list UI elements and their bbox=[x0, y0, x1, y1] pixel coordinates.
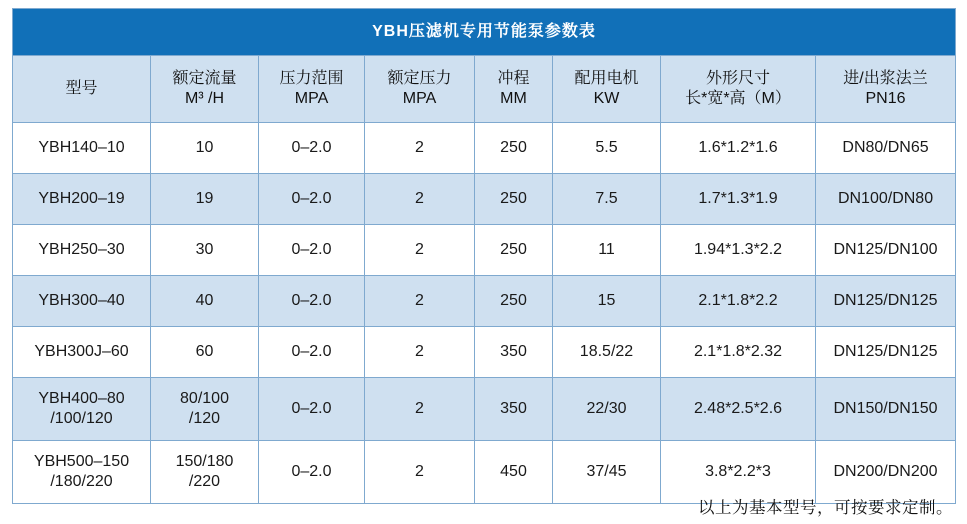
table-row bbox=[13, 378, 956, 441]
cell-model: YBH250–30 bbox=[13, 225, 151, 276]
column-header-model-main: 型号 bbox=[65, 80, 98, 97]
cell-flange: DN125/DN100 bbox=[816, 225, 956, 276]
cell-motor: 22/30 bbox=[553, 378, 661, 441]
table-row bbox=[13, 123, 956, 174]
cell-flange: DN200/DN200 bbox=[816, 441, 956, 504]
cell-pressure-range: 0–2.0 bbox=[259, 327, 365, 378]
column-header-flange bbox=[816, 56, 956, 123]
column-header-flange-main: 进/出浆法兰 bbox=[843, 70, 928, 87]
table-row bbox=[13, 327, 956, 378]
column-header-motor-unit: KW bbox=[593, 90, 620, 107]
cell-model: YBH400–80 /100/120 bbox=[13, 378, 151, 441]
cell-flange: DN150/DN150 bbox=[816, 378, 956, 441]
cell-dimensions: 3.8*2.2*3 bbox=[661, 441, 816, 504]
column-header-stroke-unit: MM bbox=[500, 90, 527, 107]
column-header-pressure-range-unit: MPA bbox=[294, 90, 329, 107]
cell-flow: 60 bbox=[151, 327, 259, 378]
cell-rated-pressure: 2 bbox=[365, 225, 475, 276]
cell-flow: 19 bbox=[151, 174, 259, 225]
column-header-pressure-range bbox=[259, 56, 365, 123]
table-row bbox=[13, 276, 956, 327]
cell-flow: 150/180 /220 bbox=[151, 441, 259, 504]
column-header-dimensions-unit: 长*宽*高（M） bbox=[685, 90, 791, 107]
cell-rated-pressure: 2 bbox=[365, 174, 475, 225]
column-header-flow-main: 额定流量 bbox=[172, 70, 237, 87]
column-header-model bbox=[13, 56, 151, 123]
cell-motor: 5.5 bbox=[553, 123, 661, 174]
cell-dimensions: 2.48*2.5*2.6 bbox=[661, 378, 816, 441]
cell-motor: 15 bbox=[553, 276, 661, 327]
cell-motor: 7.5 bbox=[553, 174, 661, 225]
column-header-flange-unit: PN16 bbox=[865, 90, 906, 107]
cell-flow: 30 bbox=[151, 225, 259, 276]
cell-model: YBH500–150 /180/220 bbox=[13, 441, 151, 504]
table-header-row bbox=[13, 56, 956, 123]
cell-dimensions: 1.94*1.3*2.2 bbox=[661, 225, 816, 276]
cell-dimensions: 1.6*1.2*1.6 bbox=[661, 123, 816, 174]
cell-stroke: 250 bbox=[475, 174, 553, 225]
cell-stroke: 250 bbox=[475, 225, 553, 276]
cell-pressure-range: 0–2.0 bbox=[259, 123, 365, 174]
column-header-rated-pressure-main: 额定压力 bbox=[387, 70, 452, 87]
cell-model: YBH300–40 bbox=[13, 276, 151, 327]
column-header-motor bbox=[553, 56, 661, 123]
column-header-rated-pressure-unit: MPA bbox=[402, 90, 437, 107]
cell-motor: 18.5/22 bbox=[553, 327, 661, 378]
cell-flange: DN125/DN125 bbox=[816, 327, 956, 378]
cell-model: YBH140–10 bbox=[13, 123, 151, 174]
column-header-rated-pressure bbox=[365, 56, 475, 123]
cell-rated-pressure: 2 bbox=[365, 378, 475, 441]
column-header-pressure-range-main: 压力范围 bbox=[279, 70, 344, 87]
spec-table bbox=[12, 8, 956, 504]
cell-stroke: 450 bbox=[475, 441, 553, 504]
cell-flow: 80/100 /120 bbox=[151, 378, 259, 441]
cell-flow: 40 bbox=[151, 276, 259, 327]
column-header-stroke-main: 冲程 bbox=[497, 70, 530, 87]
column-header-dimensions-main: 外形尺寸 bbox=[705, 70, 770, 87]
cell-pressure-range: 0–2.0 bbox=[259, 276, 365, 327]
cell-dimensions: 1.7*1.3*1.9 bbox=[661, 174, 816, 225]
cell-rated-pressure: 2 bbox=[365, 441, 475, 504]
column-header-flow bbox=[151, 56, 259, 123]
cell-flange: DN80/DN65 bbox=[816, 123, 956, 174]
cell-motor: 11 bbox=[553, 225, 661, 276]
cell-stroke: 350 bbox=[475, 378, 553, 441]
cell-pressure-range: 0–2.0 bbox=[259, 174, 365, 225]
cell-flange: DN125/DN125 bbox=[816, 276, 956, 327]
cell-model: YBH200–19 bbox=[13, 174, 151, 225]
cell-stroke: 350 bbox=[475, 327, 553, 378]
cell-model: YBH300J–60 bbox=[13, 327, 151, 378]
table-title-row bbox=[13, 9, 956, 56]
column-header-stroke bbox=[475, 56, 553, 123]
cell-pressure-range: 0–2.0 bbox=[259, 441, 365, 504]
cell-flow: 10 bbox=[151, 123, 259, 174]
column-header-dimensions bbox=[661, 56, 816, 123]
cell-motor: 37/45 bbox=[553, 441, 661, 504]
page-title: YBH压滤机专用节能泵参数表 bbox=[13, 9, 956, 56]
cell-pressure-range: 0–2.0 bbox=[259, 378, 365, 441]
cell-pressure-range: 0–2.0 bbox=[259, 225, 365, 276]
cell-flange: DN100/DN80 bbox=[816, 174, 956, 225]
table-row bbox=[13, 174, 956, 225]
cell-rated-pressure: 2 bbox=[365, 276, 475, 327]
cell-rated-pressure: 2 bbox=[365, 123, 475, 174]
cell-stroke: 250 bbox=[475, 276, 553, 327]
footnote: 以上为基本型号，可按要求定制。 bbox=[698, 499, 953, 517]
cell-dimensions: 2.1*1.8*2.32 bbox=[661, 327, 816, 378]
column-header-motor-main: 配用电机 bbox=[574, 70, 639, 87]
cell-rated-pressure: 2 bbox=[365, 327, 475, 378]
table-row bbox=[13, 225, 956, 276]
column-header-flow-unit: M³ /H bbox=[184, 90, 225, 107]
cell-dimensions: 2.1*1.8*2.2 bbox=[661, 276, 816, 327]
cell-stroke: 250 bbox=[475, 123, 553, 174]
